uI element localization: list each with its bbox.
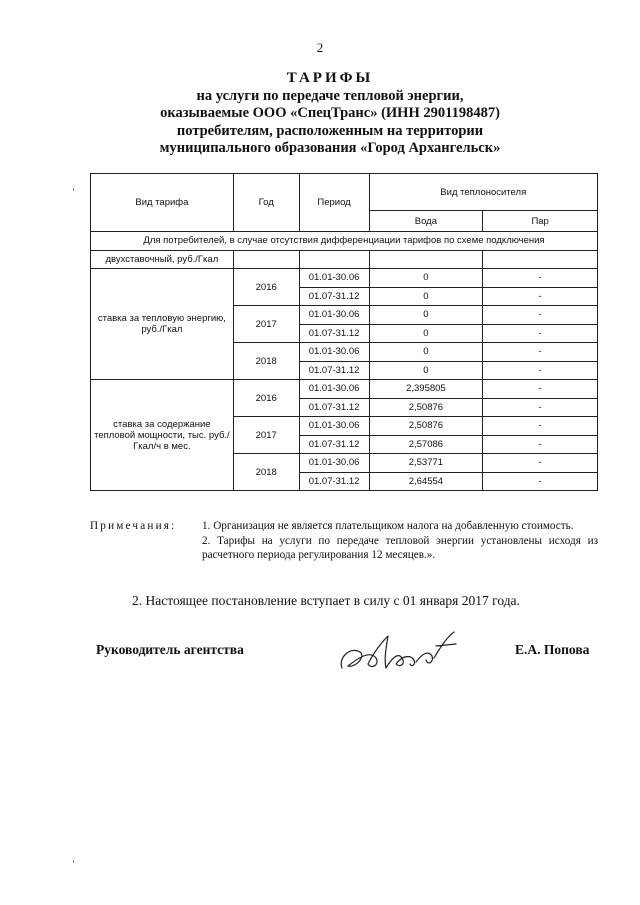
period-cell: 01.07-31.12 [299,398,369,417]
year-cell: 2018 [233,343,299,380]
year-cell: 2016 [233,380,299,417]
empty-cell [233,250,299,269]
steam-value: - [483,343,598,362]
title-line-5: муниципального образования «Город Архангельск» [159,140,501,156]
year-cell: 2017 [233,306,299,343]
period-cell: 01.01-30.06 [299,380,369,399]
period-cell: 01.01-30.06 [299,306,369,325]
water-value: 2,50876 [369,398,483,417]
period-cell: 01.01-30.06 [299,343,369,362]
steam-value: - [483,306,598,325]
steam-value: - [483,472,598,491]
margin-mark [73,188,74,191]
notes-label: Примечания: [90,520,177,532]
title-line-4: потребителям, расположенным на территории [176,122,484,139]
table-row [91,269,598,288]
empty-cell [299,250,369,269]
header-steam: Пар [483,211,598,232]
tariff-table [90,173,598,491]
water-value: 0 [369,343,483,362]
header-water: Вода [369,211,483,232]
period-cell: 01.07-31.12 [299,324,369,343]
period-cell: 01.07-31.12 [299,361,369,380]
water-value: 0 [369,324,483,343]
margin-mark [73,860,74,863]
steam-value: - [483,287,598,306]
title-line-2: на услуги по передаче тепловой энергии, [196,87,464,104]
header-carrier: Вид теплоносителя [369,174,597,211]
empty-cell [369,250,483,269]
period-cell: 01.07-31.12 [299,287,369,306]
year-cell: 2016 [233,269,299,306]
title-line-3: оказываемые ООО «СпецТранс» (ИНН 2901198487) [160,105,500,121]
resolution-text: 2. Настоящее постановление вступает в силу с 01 января 2017 года. [132,593,520,608]
table-row [91,380,598,399]
group-label: ставка за содержание тепловой мощности, тыс. руб./Гкал/ч в мес. [91,380,234,491]
section-row: Для потребителей, в случае отсутствия дифференциации тарифов по схеме подключения [91,232,598,251]
water-value: 2,64554 [369,472,483,491]
period-cell: 01.01-30.06 [299,417,369,436]
document-title [60,70,600,158]
header-year: Год [233,174,299,232]
period-cell: 01.01-30.06 [299,269,369,288]
signatory-title: Руководитель агентства [96,642,244,657]
steam-value: - [483,417,598,436]
water-value: 2,57086 [369,435,483,454]
steam-value: - [483,398,598,417]
page-number: 2 [316,40,324,55]
water-value: 2,395805 [369,380,483,399]
year-cell: 2017 [233,417,299,454]
steam-value: - [483,454,598,473]
signatory-name: Е.А. Попова [515,642,590,657]
title-line-1: ТАРИФЫ [286,70,374,86]
steam-value: - [483,361,598,380]
water-value: 2,50876 [369,417,483,436]
period-cell: 01.01-30.06 [299,454,369,473]
two-part-tariff-label: двухставочный, руб./Гкал [91,250,234,269]
steam-value: - [483,324,598,343]
notes-block [90,519,598,563]
year-cell: 2018 [233,454,299,491]
water-value: 0 [369,306,483,325]
note-1: 1. Организация не является плательщиком налога на добавленную стоимость. [202,520,574,532]
header-tariff-type: Вид тарифа [91,174,234,232]
water-value: 0 [369,287,483,306]
steam-value: - [483,435,598,454]
period-cell: 01.07-31.12 [299,472,369,491]
period-cell: 01.07-31.12 [299,435,369,454]
header-period: Период [299,174,369,232]
handwritten-signature [336,628,460,676]
water-value: 0 [369,269,483,288]
note-2: 2. Тарифы на услуги по передаче тепловой энергии установлены исходя из расчетного периода регулирования 12 месяцев.». [202,534,598,561]
water-value: 0 [369,361,483,380]
steam-value: - [483,380,598,399]
empty-cell [483,250,598,269]
water-value: 2,53771 [369,454,483,473]
steam-value: - [483,269,598,288]
group-label: ставка за тепловую энергию, руб./Гкал [91,269,234,380]
